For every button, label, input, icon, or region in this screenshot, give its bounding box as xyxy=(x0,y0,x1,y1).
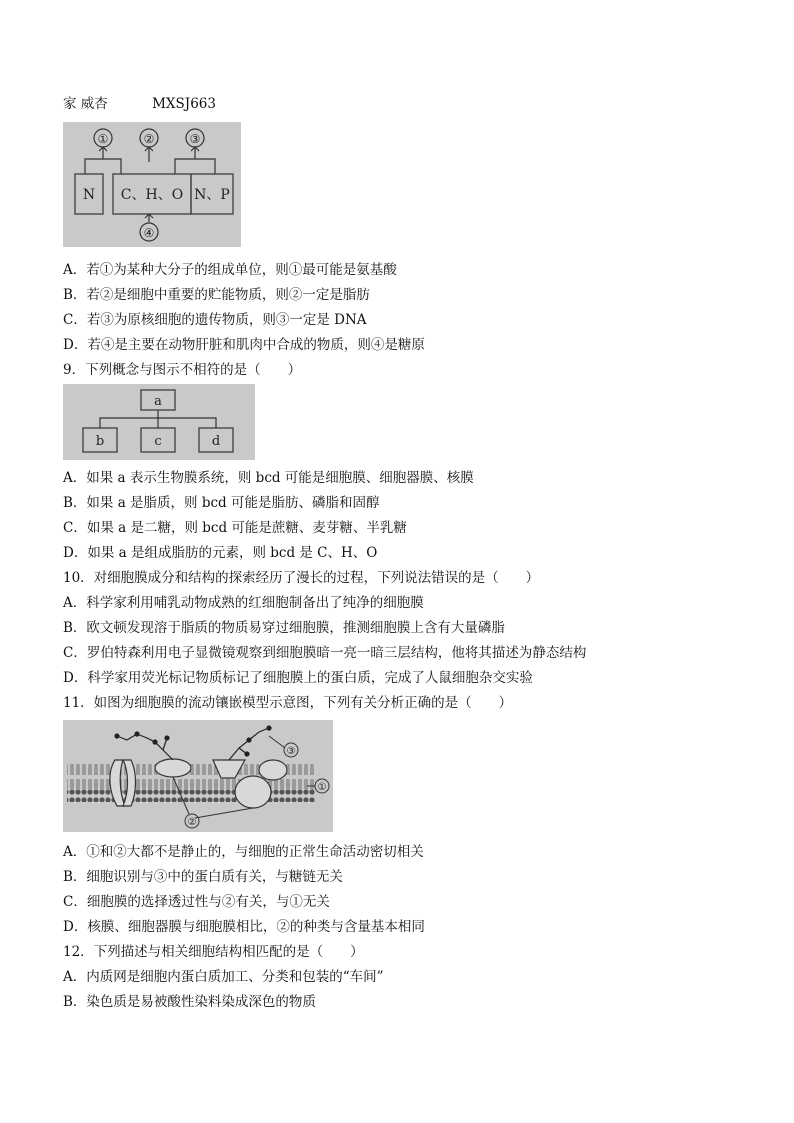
element-diagram xyxy=(63,122,241,247)
fig1-label-2: ② xyxy=(143,132,155,146)
q8-option-a: A．若①为某种大分子的组成单位，则①最可能是氨基酸 xyxy=(63,262,397,278)
fig1-box-n: N xyxy=(82,187,96,203)
q11-option-d: D．核膜、细胞器膜与细胞膜相比，②的种类与含量基本相同 xyxy=(63,919,425,935)
q8-option-c: C．若③为原核细胞的遗传物质，则③一定是 DNA xyxy=(63,312,367,328)
q11-fig-label-2: ② xyxy=(187,817,197,828)
q11-stem: 11．如图为细胞膜的流动镶嵌模型示意图，下列有关分析正确的是（ ） xyxy=(63,695,513,711)
q9-option-c: C．如果 a 是二糖，则 bcd 可能是蔗糖、麦芽糖、半乳糖 xyxy=(63,520,407,536)
q8-option-d: D．若④是主要在动物肝脏和肌肉中合成的物质，则④是糖原 xyxy=(63,337,425,353)
q11-option-a: A．①和②大都不是静止的，与细胞的正常生命活动密切相关 xyxy=(63,844,424,860)
q12-stem: 12．下列描述与相关细胞结构相匹配的是（ ） xyxy=(63,944,364,960)
q8-option-b: B．若②是细胞中重要的贮能物质，则②一定是脂肪 xyxy=(63,287,370,303)
q10-option-c: C．罗伯特森利用电子显微镜观察到细胞膜暗一亮一暗三层结构，他将其描述为静态结构 xyxy=(63,645,587,661)
header-code: MXSJ663 xyxy=(152,96,216,112)
q9-fig-a: a xyxy=(154,394,162,409)
q10-stem: 10．对细胞膜成分和结构的探索经历了漫长的过程，下列说法错误的是（ ） xyxy=(63,570,540,586)
q11-option-b: B．细胞识别与③中的蛋白质有关，与糖链无关 xyxy=(63,869,343,885)
q9-stem: 9．下列概念与图示不相符的是（ ） xyxy=(63,362,302,378)
q11-fig-label-3: ③ xyxy=(286,746,296,757)
q9-fig-c: c xyxy=(154,434,162,449)
page-header xyxy=(63,92,216,112)
q9-option-b: B．如果 a 是脂质，则 bcd 可能是脂肪、磷脂和固醇 xyxy=(63,495,380,511)
q12-option-b: B．染色质是易被酸性染料染成深色的物质 xyxy=(63,994,316,1010)
q9-fig-d: d xyxy=(211,434,221,449)
q9-fig-b: b xyxy=(95,434,105,449)
q9-option-a: A．如果 a 表示生物膜系统，则 bcd 可能是细胞膜、细胞器膜、核膜 xyxy=(63,470,474,486)
fig1-label-3: ③ xyxy=(189,132,201,146)
q12-option-a: A．内质网是细胞内蛋白质加工、分类和包装的“车间” xyxy=(63,969,384,985)
fig1-box-np: N、P xyxy=(194,187,230,203)
concept-diagram xyxy=(63,384,255,460)
header-name: 家 威杏 xyxy=(63,96,108,112)
fig1-label-1: ① xyxy=(97,132,109,146)
q11-option-c: C．细胞膜的选择透过性与②有关，与①无关 xyxy=(63,894,330,910)
q10-option-d: D．科学家用荧光标记物质标记了细胞膜上的蛋白质，完成了人鼠细胞杂交实验 xyxy=(63,670,533,686)
fig1-label-4: ④ xyxy=(143,226,155,240)
q10-option-a: A．科学家利用哺乳动物成熟的红细胞制备出了纯净的细胞膜 xyxy=(63,595,424,611)
fig1-box-cho: C、H、O xyxy=(120,187,184,203)
q11-fig-label-1: ① xyxy=(317,782,327,793)
membrane-diagram xyxy=(63,720,333,832)
q10-option-b: B．欧文顿发现溶于脂质的物质易穿过细胞膜，推测细胞膜上含有大量磷脂 xyxy=(63,620,505,636)
q9-option-d: D．如果 a 是组成脂肪的元素，则 bcd 是 C、H、O xyxy=(63,545,378,561)
